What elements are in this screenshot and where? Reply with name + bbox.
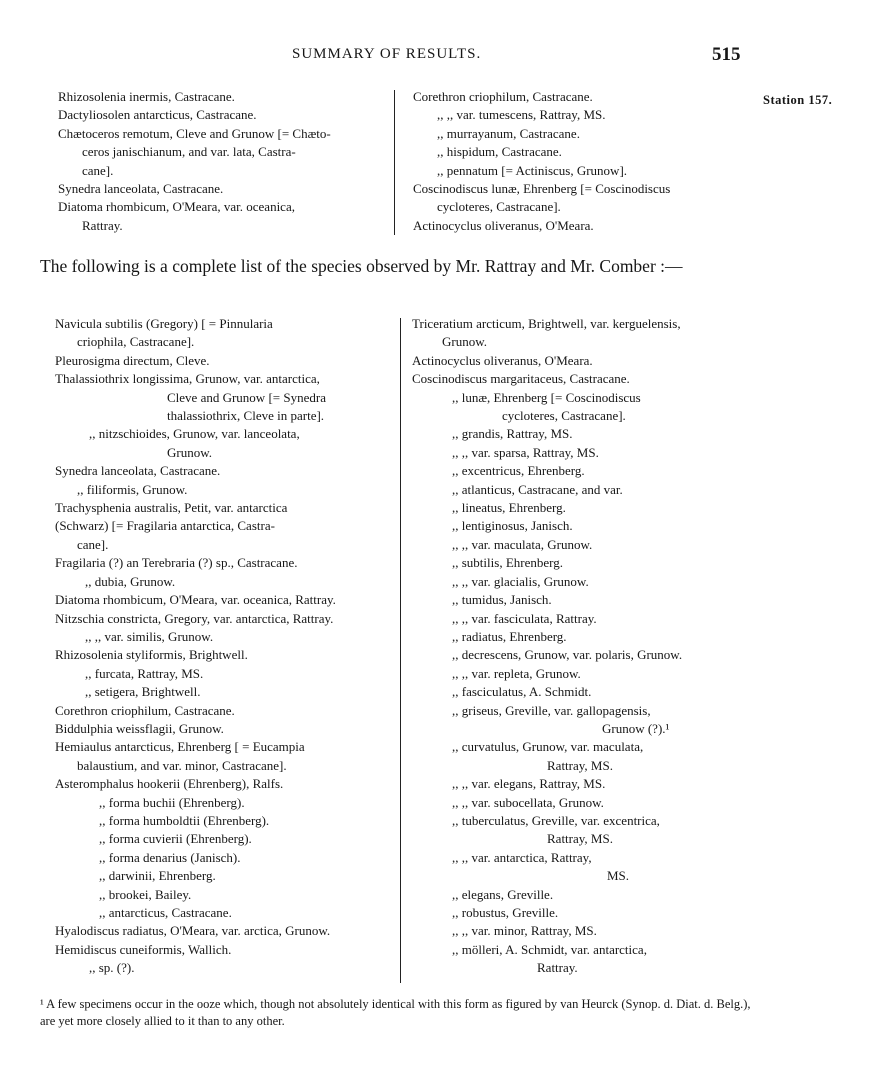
entry-line: Chætoceros remotum, Cleve and Grunow [= Chæto- [58, 125, 331, 141]
entry-line: Thalassiothrix longissima, Grunow, var. antarctica, [55, 371, 320, 387]
entry-line: ,, subtilis, Ehrenberg. [452, 555, 563, 571]
entry-line: ,, elegans, Greville. [452, 886, 554, 902]
entry-line: ,, murrayanum, Castracane. [437, 125, 580, 141]
entry-line: Coscinodiscus lunæ, Ehrenberg [= Coscinodiscus [413, 181, 671, 197]
entry-line: criophila, Castracane]. [77, 334, 195, 350]
entry-line: Hyalodiscus radiatus, O'Meara, var. arctica, Grunow. [55, 923, 331, 939]
footnote: ¹ A few specimens occur in the ooze which, though not absolutely identical with this form as figured by van Heurck (Synop. d. Diat. d. Belg.), are yet more closely allied to it than to any other. [40, 997, 751, 1028]
entry-line: Hemidiscus cuneiformis, Wallich. [55, 941, 232, 957]
entry-line: ,, ,, var. tumescens, Rattray, MS. [437, 107, 606, 123]
entry-line: Rattray. [537, 960, 578, 976]
entry-line: Nitzschia constricta, Gregory, var. antarctica, Rattray. [55, 610, 334, 626]
entry-line: Rhizosolenia styliformis, Brightwell. [55, 647, 248, 663]
entry-line: ,, ,, var. glacialis, Grunow. [452, 573, 589, 589]
entry-line: ,, fasciculatus, A. Schmidt. [452, 684, 592, 700]
entry-line: ,, furcata, Rattray, MS. [85, 665, 204, 681]
entry-line: ,, ,, var. elegans, Rattray, MS. [452, 776, 606, 792]
entry-line: ,, excentricus, Ehrenberg. [452, 463, 585, 479]
station-label: Station 157. [763, 93, 833, 107]
entry-line: Actinocyclus oliveranus, O'Meara. [413, 217, 594, 233]
entry-line: Pleurosigma directum, Cleve. [55, 352, 210, 368]
entry-line: ,, sp. (?). [89, 960, 135, 976]
top-divider [394, 90, 395, 235]
entry-line: thalassiothrix, Cleve in parte]. [167, 408, 325, 424]
entry-line: Grunow (?).¹ [602, 720, 670, 736]
entry-line: ,, mölleri, A. Schmidt, var. antarctica, [452, 941, 647, 957]
entry-line: ceros janischianum, and var. lata, Castra- [82, 144, 296, 160]
entry-line: ,, ,, var. similis, Grunow. [85, 628, 214, 644]
entry-line: Actinocyclus oliveranus, O'Meara. [412, 352, 593, 368]
entry-line: cane]. [82, 162, 114, 178]
entry-line: Rhizosolenia inermis, Castracane. [58, 89, 235, 104]
entry-line: Diatoma rhombicum, O'Meara, var. oceanica, Rattray. [55, 592, 336, 608]
entry-line: Trachysphenia australis, Petit, var. antarctica [55, 500, 288, 516]
entry-line: MS. [607, 868, 630, 884]
entry-line: ,, ,, var. repleta, Grunow. [452, 665, 581, 681]
top-right-list [413, 88, 753, 235]
entry-line: Diatoma rhombicum, O'Meara, var. oceanica, [58, 199, 295, 215]
entry-line: ,, nitzschioides, Grunow, var. lanceolata, [89, 426, 300, 442]
entry-line: Navicula subtilis (Gregory) [ = Pinnularia [55, 316, 273, 331]
entry-line: ,, tuberculatus, Greville, var. excentrica, [452, 812, 660, 828]
entry-line: ,, dubia, Grunow. [85, 573, 176, 589]
entry-line: ,, ,, var. subocellata, Grunow. [452, 794, 604, 810]
entry-line: ,, forma buchii (Ehrenberg). [99, 794, 245, 810]
right-species-list [412, 315, 752, 978]
left-species-list [55, 315, 391, 978]
entry-line: ,, antarcticus, Castracane. [99, 905, 232, 920]
entry-line: (Schwarz) [= Fragilaria antarctica, Castra- [55, 518, 275, 534]
entry-line: ,, ,, var. minor, Rattray, MS. [452, 923, 597, 939]
entry-line: ,, setigera, Brightwell. [85, 684, 201, 700]
entry-line: Rattray, MS. [547, 831, 613, 847]
entry-line: ,, curvatulus, Grunow, var. maculata, [452, 739, 644, 755]
entry-line: Triceratium arcticum, Brightwell, var. kerguelensis, [412, 316, 681, 331]
entry-line: ,, radiatus, Ehrenberg. [452, 628, 567, 644]
entry-line: ,, grandis, Rattray, MS. [452, 426, 573, 442]
entry-line: ,, forma cuvierii (Ehrenberg). [99, 831, 252, 847]
entry-line: ,, ,, var. antarctica, Rattray, [452, 849, 592, 865]
entry-line: Dactyliosolen antarcticus, Castracane. [58, 107, 257, 123]
entry-line: cycloteres, Castracane]. [502, 408, 626, 424]
entry-line: ,, robustus, Greville. [452, 905, 559, 920]
entry-line: ,, brookei, Bailey. [99, 886, 192, 902]
entry-line: ,, atlanticus, Castracane, and var. [452, 481, 623, 497]
entry-line: ,, griseus, Greville, var. gallopagensis, [452, 702, 651, 718]
entry-line: ,, lentiginosus, Janisch. [452, 518, 573, 534]
entry-line: ,, ,, var. sparsa, Rattray, MS. [452, 444, 599, 460]
entry-line: Hemiaulus antarcticus, Ehrenberg [ = Eucampia [55, 739, 305, 755]
list-divider [400, 318, 401, 983]
entry-line: ,, hispidum, Castracane. [437, 144, 562, 160]
entry-line: ,, pennatum [= Actiniscus, Grunow]. [437, 162, 628, 178]
entry-line: ,, ,, var. fasciculata, Rattray. [452, 610, 597, 626]
entry-line: Corethron criophilum, Castracane. [55, 702, 235, 718]
entry-line: ,, tumidus, Janisch. [452, 592, 552, 608]
entry-line: Synedra lanceolata, Castracane. [55, 463, 221, 479]
entry-line: ,, filiformis, Grunow. [77, 481, 188, 497]
page-number: 515 [712, 44, 741, 65]
entry-line: ,, darwinii, Ehrenberg. [99, 868, 216, 884]
entry-line: Cleve and Grunow [= Synedra [167, 389, 326, 405]
entry-line: cane]. [77, 536, 109, 552]
entry-line: ,, forma humboldtii (Ehrenberg). [99, 812, 270, 828]
entry-line: Corethron criophilum, Castracane. [413, 89, 593, 104]
entry-line: ,, ,, var. maculata, Grunow. [452, 536, 593, 552]
entry-line: ,, decrescens, Grunow, var. polaris, Grunow. [452, 647, 683, 663]
entry-line: ,, lunæ, Ehrenberg [= Coscinodiscus [452, 389, 641, 405]
entry-line: ,, forma denarius (Janisch). [99, 849, 241, 865]
entry-line: cycloteres, Castracane]. [437, 199, 561, 215]
top-left-list [58, 88, 380, 235]
entry-line: Rattray, MS. [547, 757, 613, 773]
entry-line: Fragilaria (?) an Terebraria (?) sp., Castracane. [55, 555, 298, 571]
entry-line: Coscinodiscus margaritaceus, Castracane. [412, 371, 630, 387]
entry-line: ,, lineatus, Ehrenberg. [452, 500, 566, 516]
running-title: SUMMARY OF RESULTS. [292, 46, 482, 62]
intro-paragraph: The following is a complete list of the species observed by Mr. Rattray and Mr. Comber :— [40, 256, 683, 276]
entry-line: Rattray. [82, 217, 123, 233]
entry-line: balaustium, and var. minor, Castracane]. [77, 757, 287, 773]
entry-line: Grunow. [442, 334, 488, 350]
entry-line: Biddulphia weissflagii, Grunow. [55, 720, 224, 736]
entry-line: Synedra lanceolata, Castracane. [58, 181, 224, 197]
entry-line: Asteromphalus hookerii (Ehrenberg), Ralfs. [55, 776, 284, 792]
entry-line: Grunow. [167, 444, 213, 460]
